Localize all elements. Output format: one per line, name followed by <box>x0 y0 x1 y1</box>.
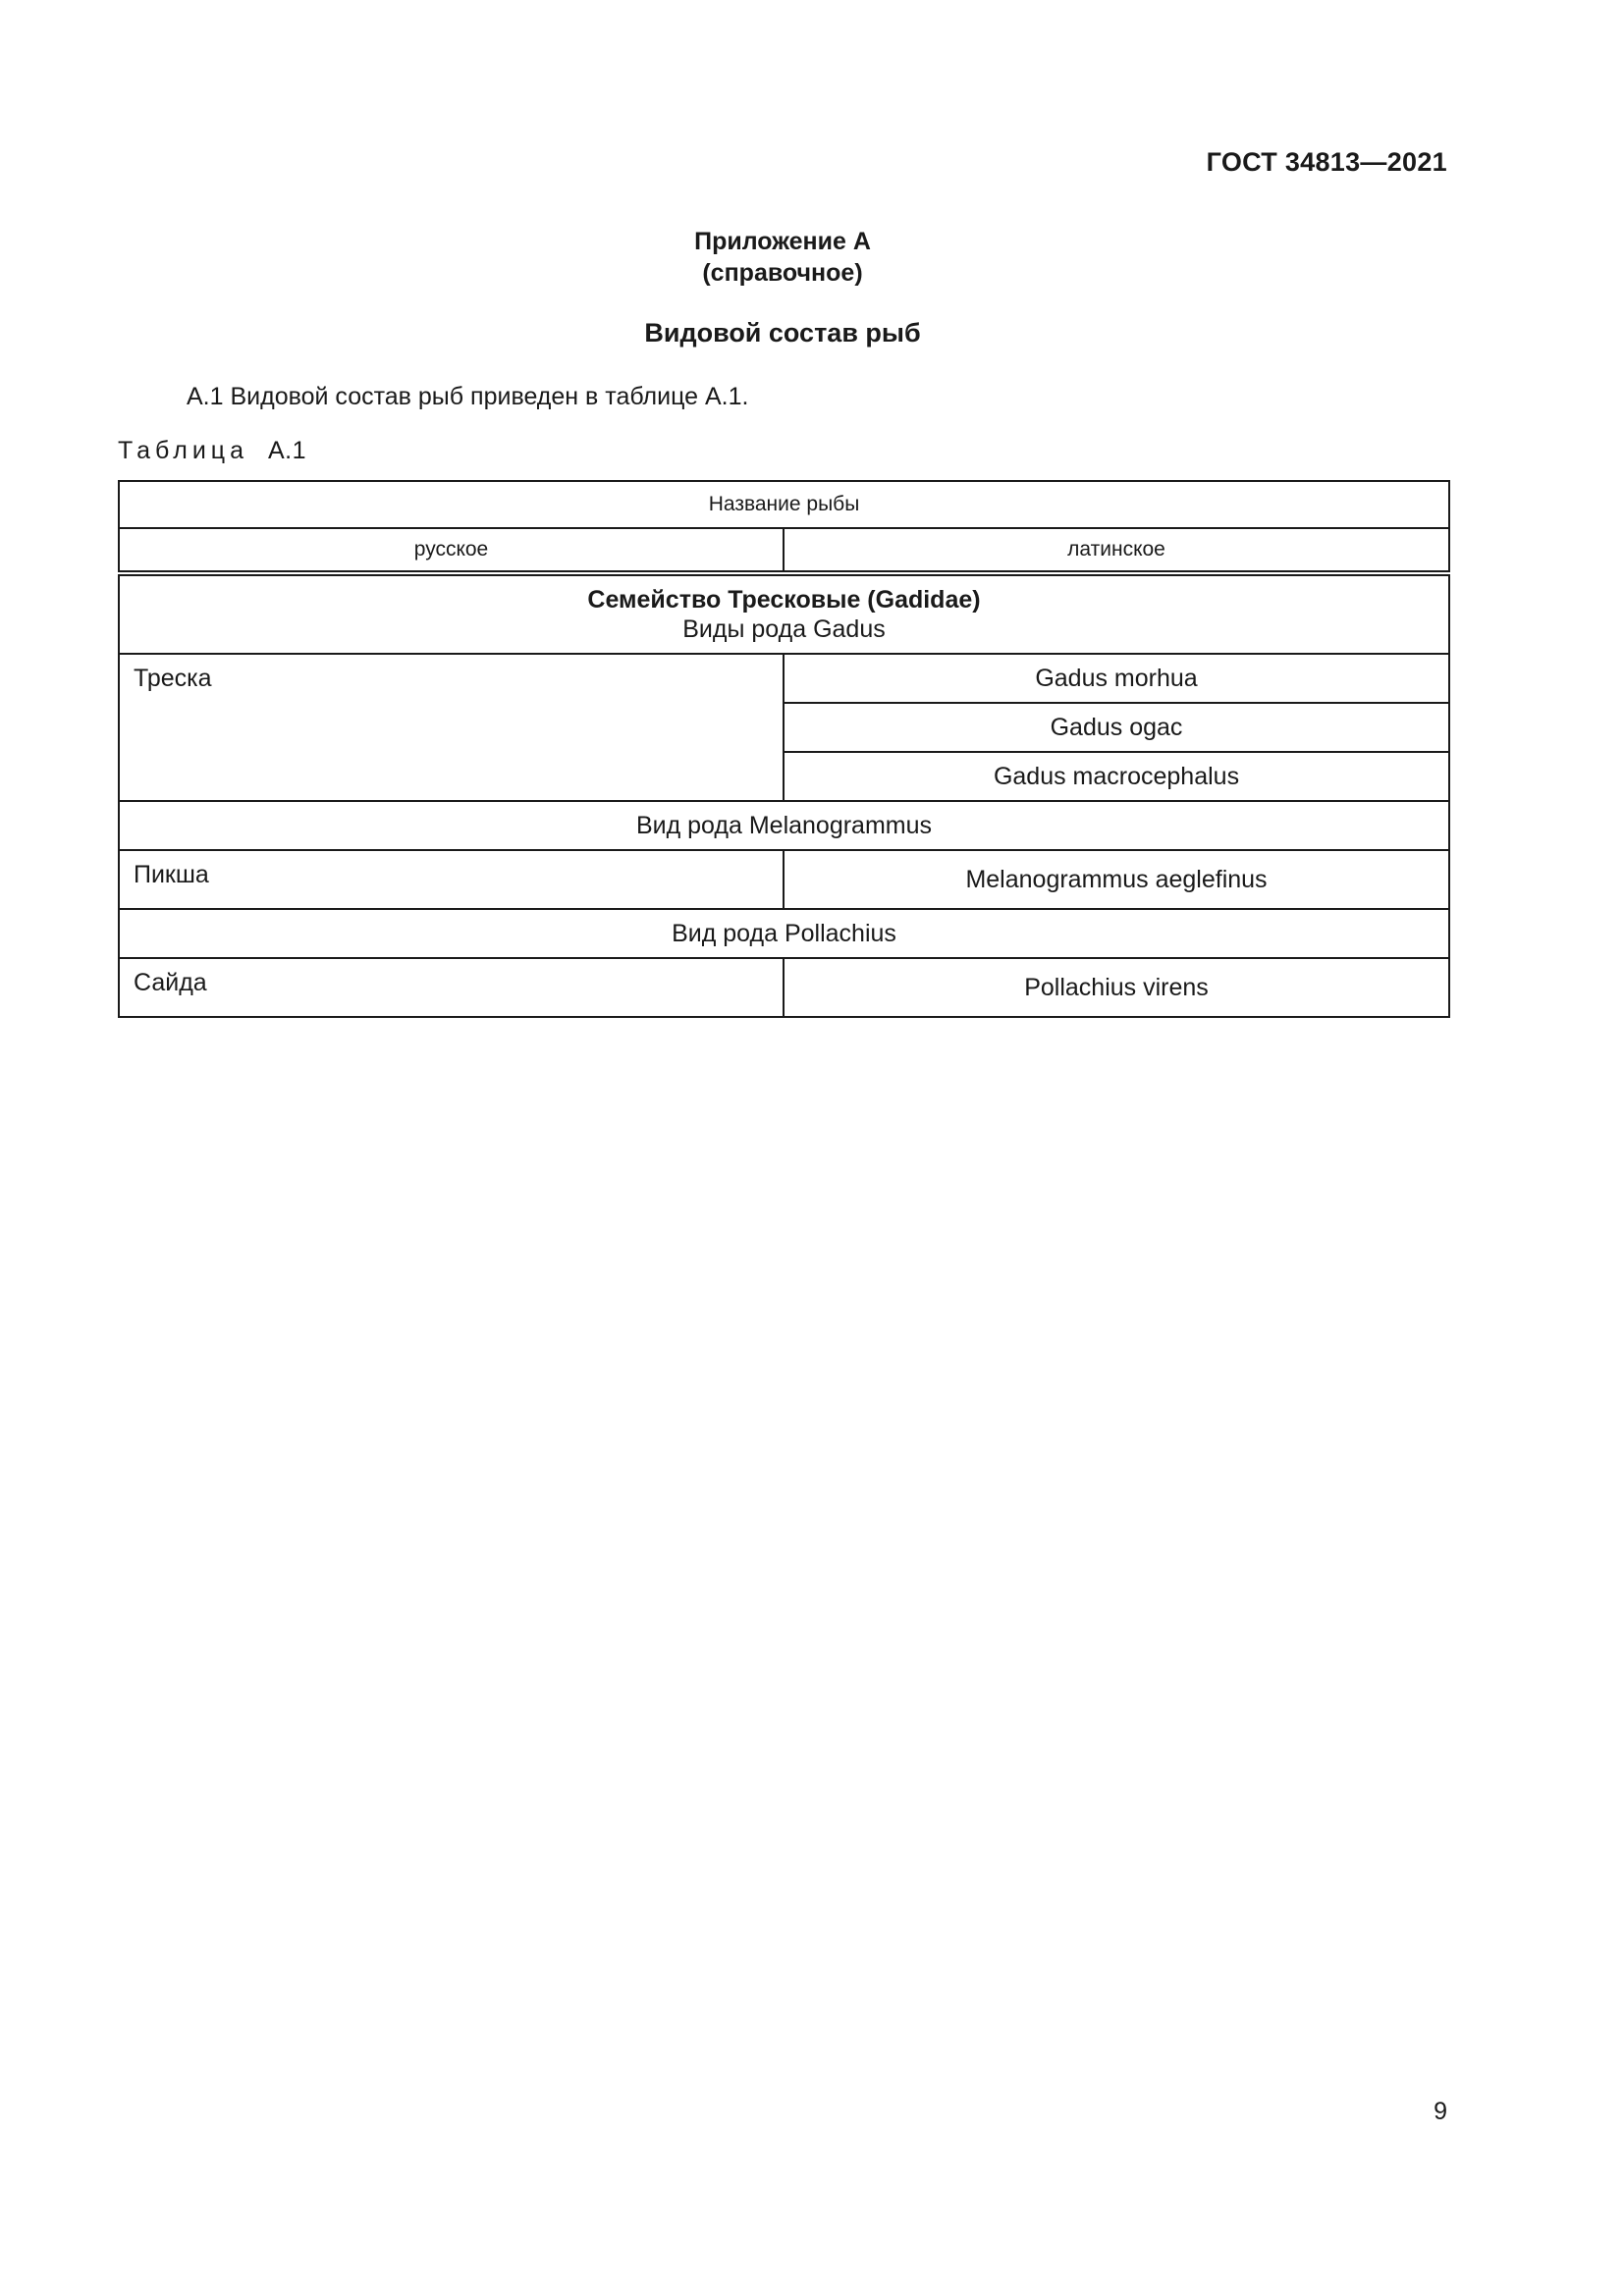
table-header-row <box>119 481 1449 528</box>
table-row <box>119 654 1449 703</box>
saithe-russian: Сайда <box>119 958 784 1017</box>
table-caption <box>118 437 306 465</box>
document-code: ГОСТ 34813—2021 <box>1206 147 1447 177</box>
gadus-ogac: Gadus ogac <box>784 703 1449 752</box>
gadus-morhua: Gadus morhua <box>784 654 1449 703</box>
saithe-latin: Pollachius virens <box>784 958 1449 1017</box>
genus-gadus: Виды рода Gadus <box>682 615 886 643</box>
annex-heading <box>0 226 1565 289</box>
genus-row <box>119 801 1449 850</box>
haddock-latin: Melanogrammus aeglefinus <box>784 850 1449 909</box>
family-cell <box>119 573 1449 654</box>
annex-subtitle: (справочное) <box>702 259 863 287</box>
fish-species-table <box>118 480 1450 1018</box>
genus-pollachius: Вид рода Pollachius <box>119 909 1449 958</box>
table-row <box>119 850 1449 909</box>
header-latin: латинское <box>784 528 1449 573</box>
page-number: 9 <box>1434 2098 1447 2125</box>
gadus-macrocephalus: Gadus macrocephalus <box>784 752 1449 801</box>
table-row <box>119 958 1449 1017</box>
genus-row <box>119 909 1449 958</box>
cod-russian: Треска <box>119 654 784 801</box>
table-caption-number: А.1 <box>267 437 307 464</box>
family-name: Семейство Тресковые (Gadidae) <box>587 586 981 614</box>
table-subheader-row <box>119 528 1449 573</box>
section-title: Видовой состав рыб <box>644 318 921 347</box>
annex-title: Приложение А <box>694 228 871 255</box>
intro-paragraph: А.1 Видовой состав рыб приведен в таблице А.1. <box>187 383 749 410</box>
family-row <box>119 573 1449 654</box>
genus-melanogrammus: Вид рода Melanogrammus <box>119 801 1449 850</box>
header-russian: русское <box>119 528 784 573</box>
haddock-russian: Пикша <box>119 850 784 909</box>
header-fish-name: Название рыбы <box>119 481 1449 528</box>
table-caption-label: Таблица <box>118 437 249 464</box>
